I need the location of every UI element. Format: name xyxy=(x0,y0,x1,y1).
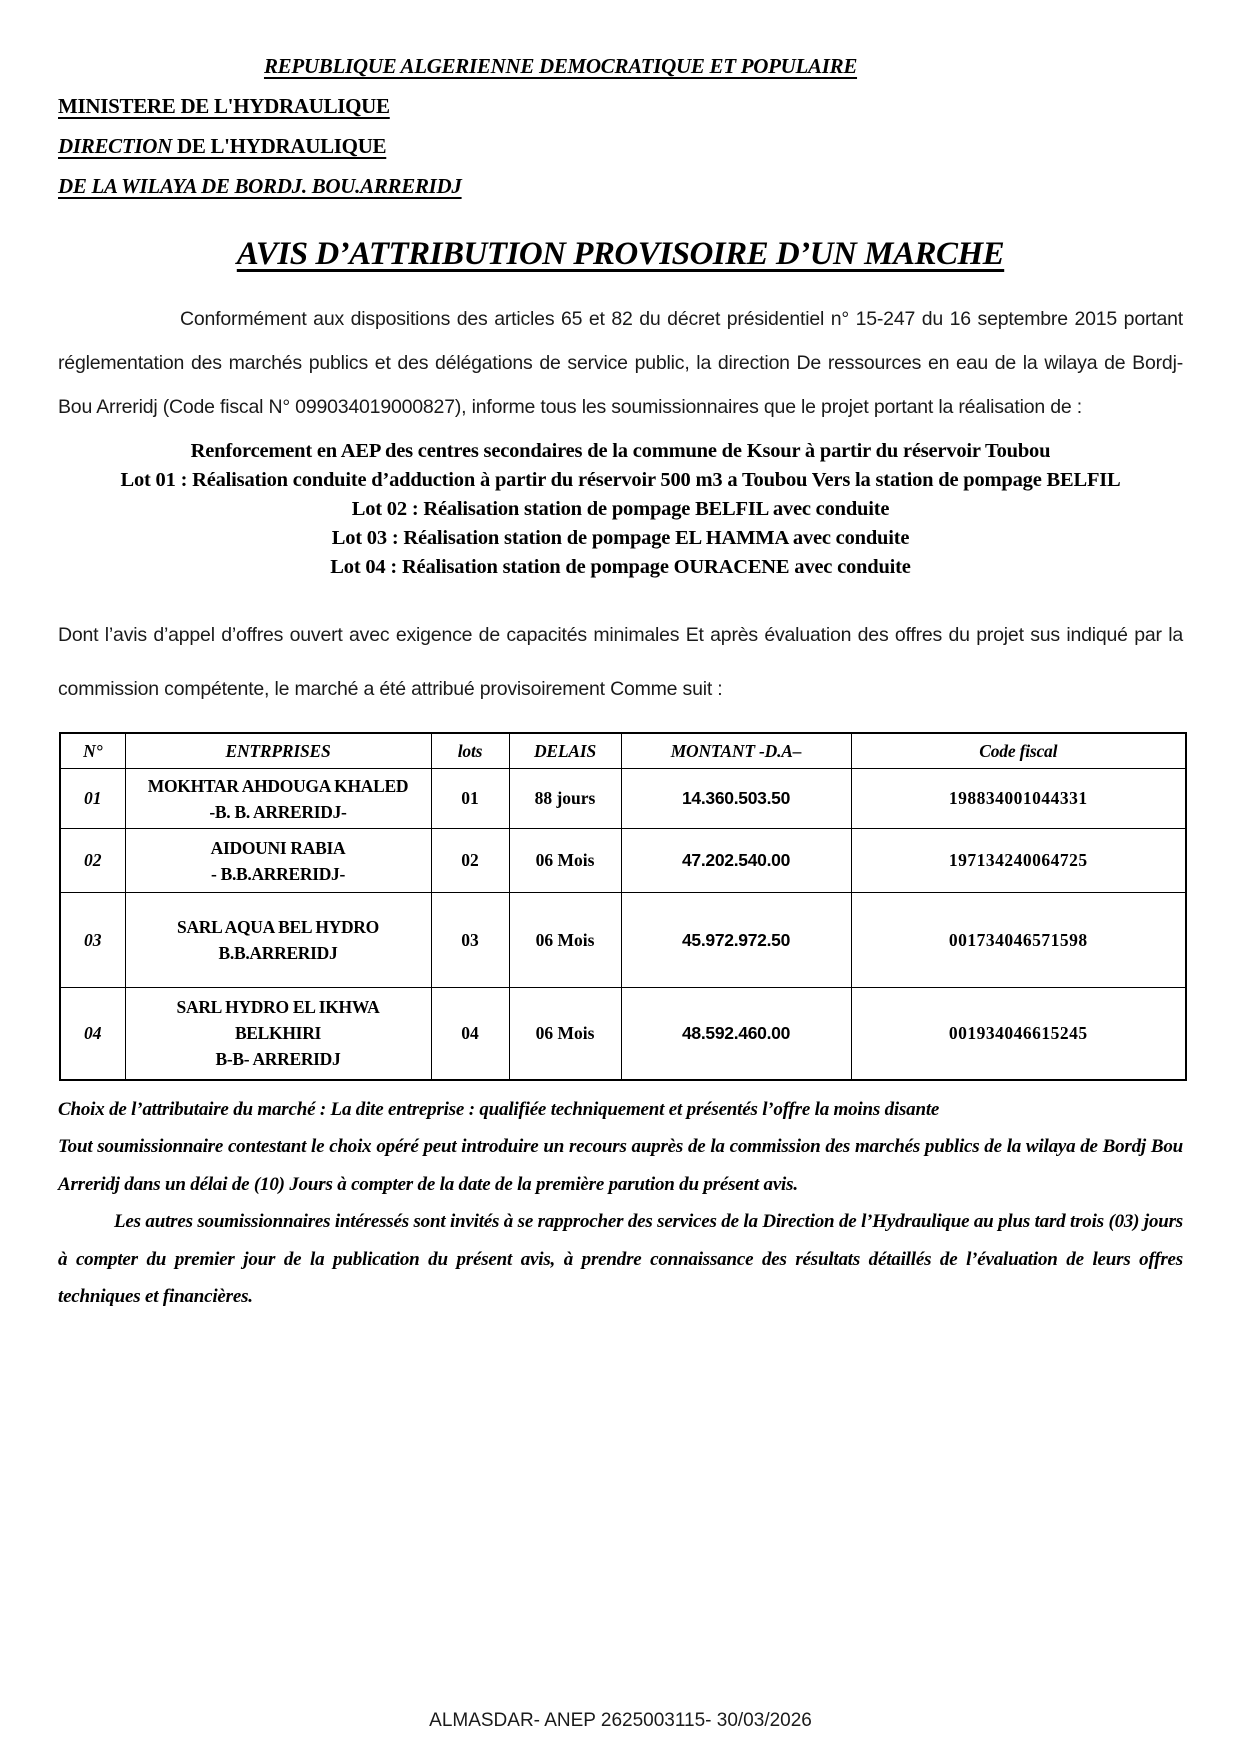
notes-block xyxy=(58,1091,1183,1316)
note-recours: Tout soumissionnaire contestant le choix opéré peut introduire un recours auprès de la commission des marchés publics de la wilaya de Bordj Bou Arreridj dans un délai de (10) Jours à compter de la date de la première parution du présent avis. xyxy=(58,1136,1183,1195)
document-title: AVIS D’ATTRIBUTION PROVISOIRE D’UN MARCHE xyxy=(236,236,1005,272)
direction-word: DIRECTION xyxy=(58,134,172,158)
direction-rest: DE L'HYDRAULIQUE xyxy=(172,134,387,158)
table-header-row xyxy=(60,733,1186,769)
award-table xyxy=(59,732,1187,1081)
table-row xyxy=(60,769,1186,829)
project-line-2: Lot 01 : Réalisation conduite d’adduction à partir du réservoir 500 m3 a Toubou Vers la station de pompage BELFIL xyxy=(120,469,1121,491)
row-montant: 45.972.972.50 xyxy=(621,893,851,988)
row-code-fiscal: 001934046615245 xyxy=(851,988,1186,1080)
entreprise-name: SARL HYDRO EL IKHWA xyxy=(176,997,380,1018)
row-lot: 03 xyxy=(431,893,509,988)
col-header-entreprise: ENTRPRISES xyxy=(125,733,431,769)
row-code-fiscal: 001734046571598 xyxy=(851,893,1186,988)
row-montant: 47.202.540.00 xyxy=(621,829,851,893)
letterhead-ministry-line xyxy=(58,86,1183,126)
col-header-delais: DELAIS xyxy=(509,733,621,769)
col-header-num: N° xyxy=(60,733,125,769)
table-row xyxy=(60,829,1186,893)
row-entreprise xyxy=(125,893,431,988)
row-entreprise xyxy=(125,769,431,829)
col-header-lots: lots xyxy=(431,733,509,769)
table-row xyxy=(60,893,1186,988)
direction-title xyxy=(58,134,386,158)
entreprise-name-2: BELKHIRI xyxy=(234,1023,322,1044)
letterhead-direction-line xyxy=(58,126,1183,166)
project-line-5: Lot 04 : Réalisation station de pompage OURACENE avec conduite xyxy=(330,556,911,578)
wilaya-title: DE LA WILAYA DE BORDJ. BOU.ARRERIDJ xyxy=(58,174,462,198)
letterhead-republic-line xyxy=(58,46,1183,86)
table-row xyxy=(60,988,1186,1080)
row-lot: 02 xyxy=(431,829,509,893)
row-code-fiscal: 198834001044331 xyxy=(851,769,1186,829)
entreprise-location: - B.B.ARRERIDJ- xyxy=(210,863,346,884)
row-delai: 06 Mois xyxy=(509,893,621,988)
entreprise-name: MOKHTAR AHDOUGA KHALED xyxy=(147,775,409,796)
col-header-montant: MONTANT -D.A– xyxy=(621,733,851,769)
note-choix: Choix de l’attributaire du marché : La dite entreprise : qualifiée techniquement et présentés l’offre la moins disante xyxy=(58,1098,940,1120)
project-block xyxy=(58,437,1183,582)
intro-paragraph: Conformément aux dispositions des articles 65 et 82 du décret présidentiel n° 15-247 du 16 septembre 2015 portant réglementation des marchés publics et des délégations de service public, la direction De ressources en eau de la wilaya de Bordj- Bou Arreridj (Code fiscal N° 099034019000827), informe tous les soumissionnaires que le projet portant la réalisation de : xyxy=(58,308,1183,418)
entreprise-name: SARL AQUA BEL HYDRO xyxy=(177,917,379,937)
row-entreprise xyxy=(125,829,431,893)
publication-footer: ALMASDAR- ANEP 2625003115- 30/03/2026 xyxy=(429,1710,812,1731)
entreprise-location: -B. B. ARRERIDJ- xyxy=(209,801,347,822)
attribution-paragraph: Dont l’avis d’appel d’offres ouvert avec exigence de capacités minimales Et après évaluation des offres du projet sus indiqué par la commission compétente, le marché a été attribué provisoirement Comme suit : xyxy=(58,624,1183,700)
row-montant: 14.360.503.50 xyxy=(621,769,851,829)
row-delai: 06 Mois xyxy=(509,988,621,1080)
row-num: 03 xyxy=(60,893,125,988)
row-num: 04 xyxy=(60,988,125,1080)
row-lot: 01 xyxy=(431,769,509,829)
row-num: 02 xyxy=(60,829,125,893)
entreprise-location: B-B- ARRERIDJ xyxy=(215,1049,341,1070)
republic-title: REPUBLIQUE ALGERIENNE DEMOCRATIQUE ET POPULAIRE xyxy=(263,54,858,78)
row-montant: 48.592.460.00 xyxy=(621,988,851,1080)
ministry-title: MINISTERE DE L'HYDRAULIQUE xyxy=(58,94,390,118)
project-line-3: Lot 02 : Réalisation station de pompage BELFIL avec conduite xyxy=(351,498,890,520)
row-lot: 04 xyxy=(431,988,509,1080)
row-delai: 88 jours xyxy=(509,769,621,829)
col-header-code-fiscal: Code fiscal xyxy=(851,733,1186,769)
row-delai: 06 Mois xyxy=(509,829,621,893)
entreprise-name: AIDOUNI RABIA xyxy=(210,837,346,858)
row-entreprise xyxy=(125,988,431,1080)
entreprise-location: B.B.ARRERIDJ xyxy=(218,943,338,963)
letterhead-wilaya-line xyxy=(58,166,1183,206)
row-num: 01 xyxy=(60,769,125,829)
note-autres: Les autres soumissionnaires intéressés sont invités à se rapprocher des services de la Direction de l’Hydraulique au plus tard trois (03) jours à compter du premier jour de la publication du présent avis, à prendre connaissance des résultats détaillés de l’évaluation de leurs offres techniques et financières. xyxy=(58,1211,1183,1307)
document-title-wrap xyxy=(58,236,1183,273)
row-code-fiscal: 197134240064725 xyxy=(851,829,1186,893)
project-line-4: Lot 03 : Réalisation station de pompage EL HAMMA avec conduite xyxy=(331,527,910,549)
project-line-1: Renforcement en AEP des centres secondaires de la commune de Ksour à partir du réservoir Toubou xyxy=(190,440,1051,462)
